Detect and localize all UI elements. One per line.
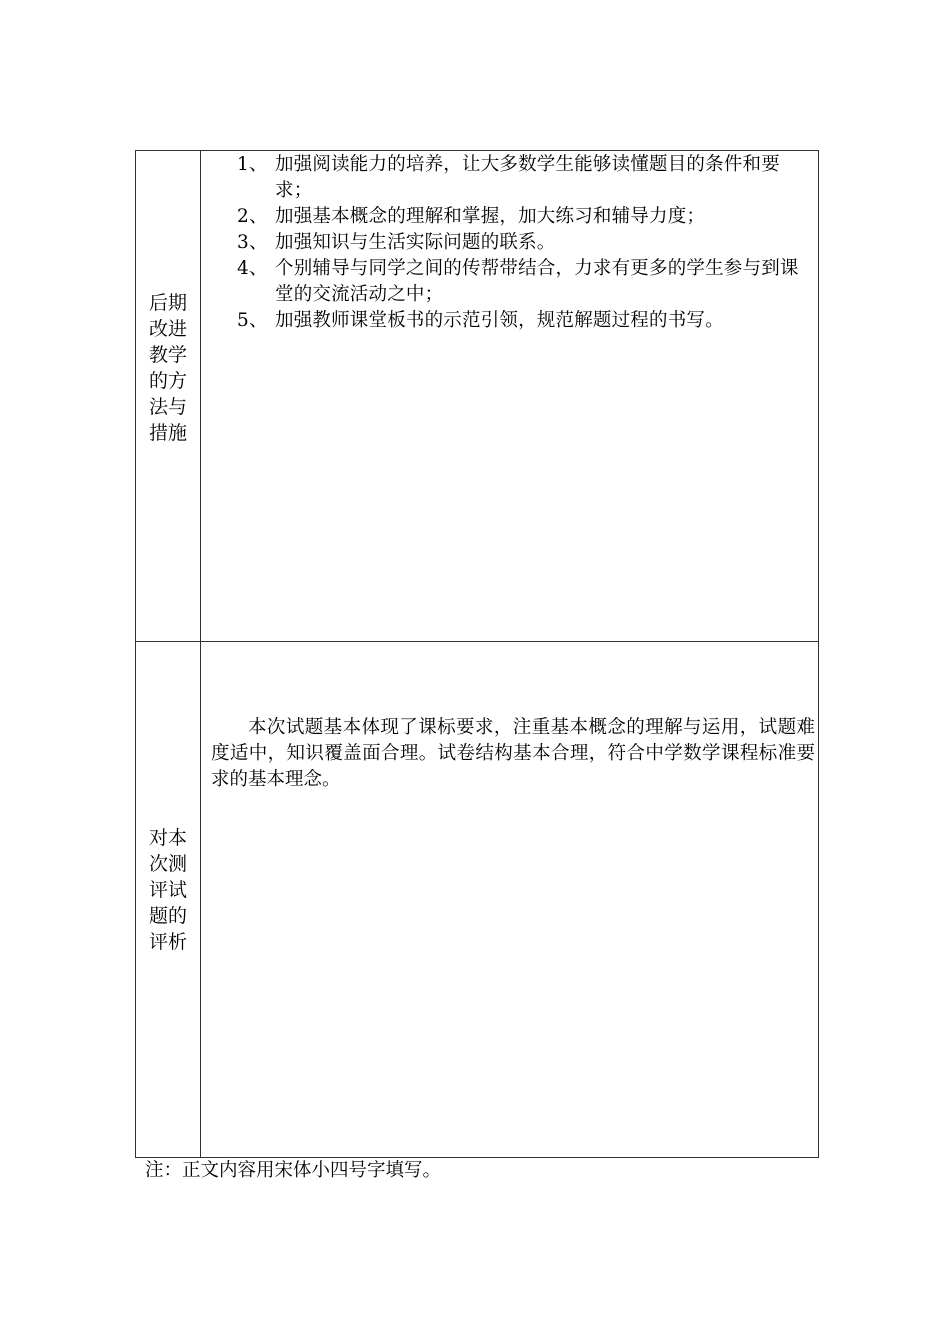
list-item	[237, 152, 815, 204]
list-item-number: 3、	[237, 232, 268, 253]
table-row-improvement-measures	[136, 151, 818, 642]
list-item-text: 加强教师课堂板书的示范引领，规范解题过程的书写。	[275, 310, 724, 331]
list-item-number: 5、	[237, 310, 268, 331]
list-item	[237, 204, 815, 230]
list-item	[237, 308, 815, 334]
list-item	[237, 230, 815, 256]
footnote: 注：正文内容用宋体小四号字填写。	[145, 1160, 442, 1181]
report-table	[135, 150, 819, 1158]
row-content-cell	[201, 642, 818, 1157]
list-item	[237, 256, 815, 308]
list-item-text: 加强阅读能力的培养，让大多数学生能够读懂题目的条件和要求；	[275, 154, 780, 201]
list-item-text: 加强知识与生活实际问题的联系。	[275, 232, 556, 253]
list-item-text: 加强基本概念的理解和掌握，加大练习和辅导力度；	[275, 206, 706, 227]
row-content-cell	[201, 151, 818, 641]
list-item-number: 2、	[237, 206, 268, 227]
list-item-number: 4、	[237, 258, 268, 279]
evaluation-paragraph: 本次试题基本体现了课标要求，注重基本概念的理解与运用，试题难度适中，知识覆盖面合理。试卷结构基本合理，符合中学数学课程标准要求的基本理念。	[211, 717, 815, 790]
list-item-number: 1、	[237, 154, 268, 175]
measures-list	[237, 152, 815, 334]
row-label-test-evaluation: 对本次测评试题的评析	[148, 826, 187, 953]
row-label-cell	[136, 151, 201, 641]
table-row-test-evaluation	[136, 642, 818, 1157]
row-label-improvement-measures: 后期改进教学的方法与措施	[148, 292, 187, 444]
list-item-text: 个别辅导与同学之间的传帮带结合，力求有更多的学生参与到课堂的交流活动之中；	[275, 258, 799, 305]
row-label-cell	[136, 642, 201, 1157]
